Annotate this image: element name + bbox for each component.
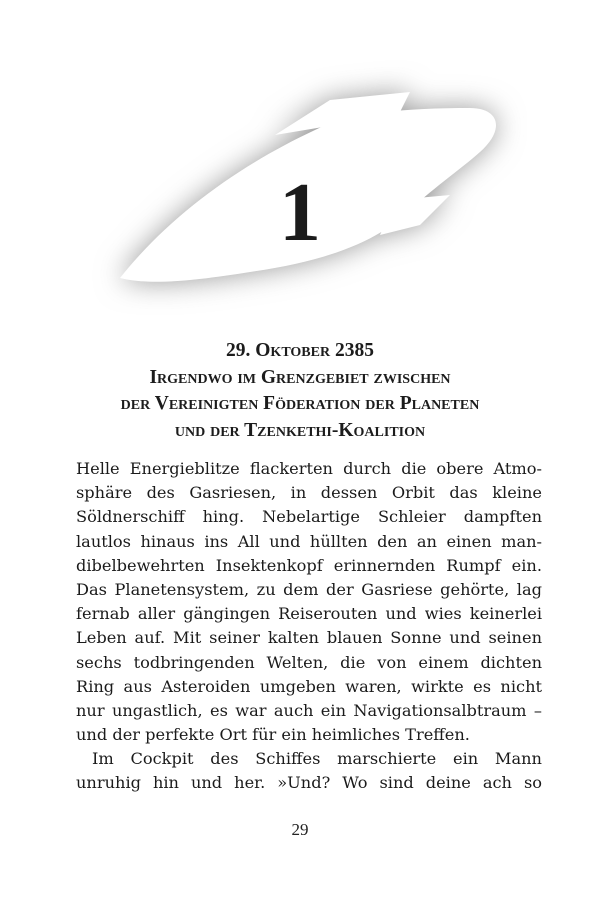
text-line: Im Cockpit des Schiffes marschierte ein Mann [92,749,542,769]
text-line: Ring aus Asteroiden umgeben waren, wirkte es nicht [76,676,542,696]
text-line: Leben auf. Mit seiner kalten blauen Sonne und seinen [76,628,542,648]
text-line: lautlos hinaus ins All und hüllten den an einen man- [76,531,542,551]
text-line: sphäre des Gasriesen, in dessen Orbit das kleine [76,483,542,503]
text-line: Söldnerschiff hing. Nebelartige Schleier dampften [76,507,542,527]
chapter-location-line: und der Tzenkethi-Koalition [174,419,426,441]
text-line: unruhig hin und her. »Und? Wo sind deine ach so [76,773,542,793]
text-line: sechs todbringenden Welten, die von einem dichten [76,652,542,672]
text-line: und der perfekte Ort für ein heimliches Treffen. [76,725,470,745]
text-line: Helle Energieblitze flackerten durch die obere Atmo- [76,459,542,478]
page-number: 29 [291,820,309,839]
text-line: dibelbewehrten Insektenkopf erinnernden Rumpf ein. [76,555,542,575]
text-line: Das Planetensystem, zu dem der Gasriese gehörte, lag [76,579,542,599]
text-line: nur ungastlich, es war auch ein Navigationsalbtraum – [76,700,542,720]
chapter-heading [60,338,540,444]
chapter-location-line: Irgendwo im Grenzgebiet zwischen [149,366,451,388]
chapter-date: 29. Oktober 2385 [226,340,374,361]
chapter-number: 1 [279,166,321,259]
chapter-location-line: der Vereinigten Föderation der Planeten [120,393,480,414]
body-text [76,457,542,796]
text-line: fernab aller gängingen Reiserouten und wies keinerlei [76,604,542,624]
